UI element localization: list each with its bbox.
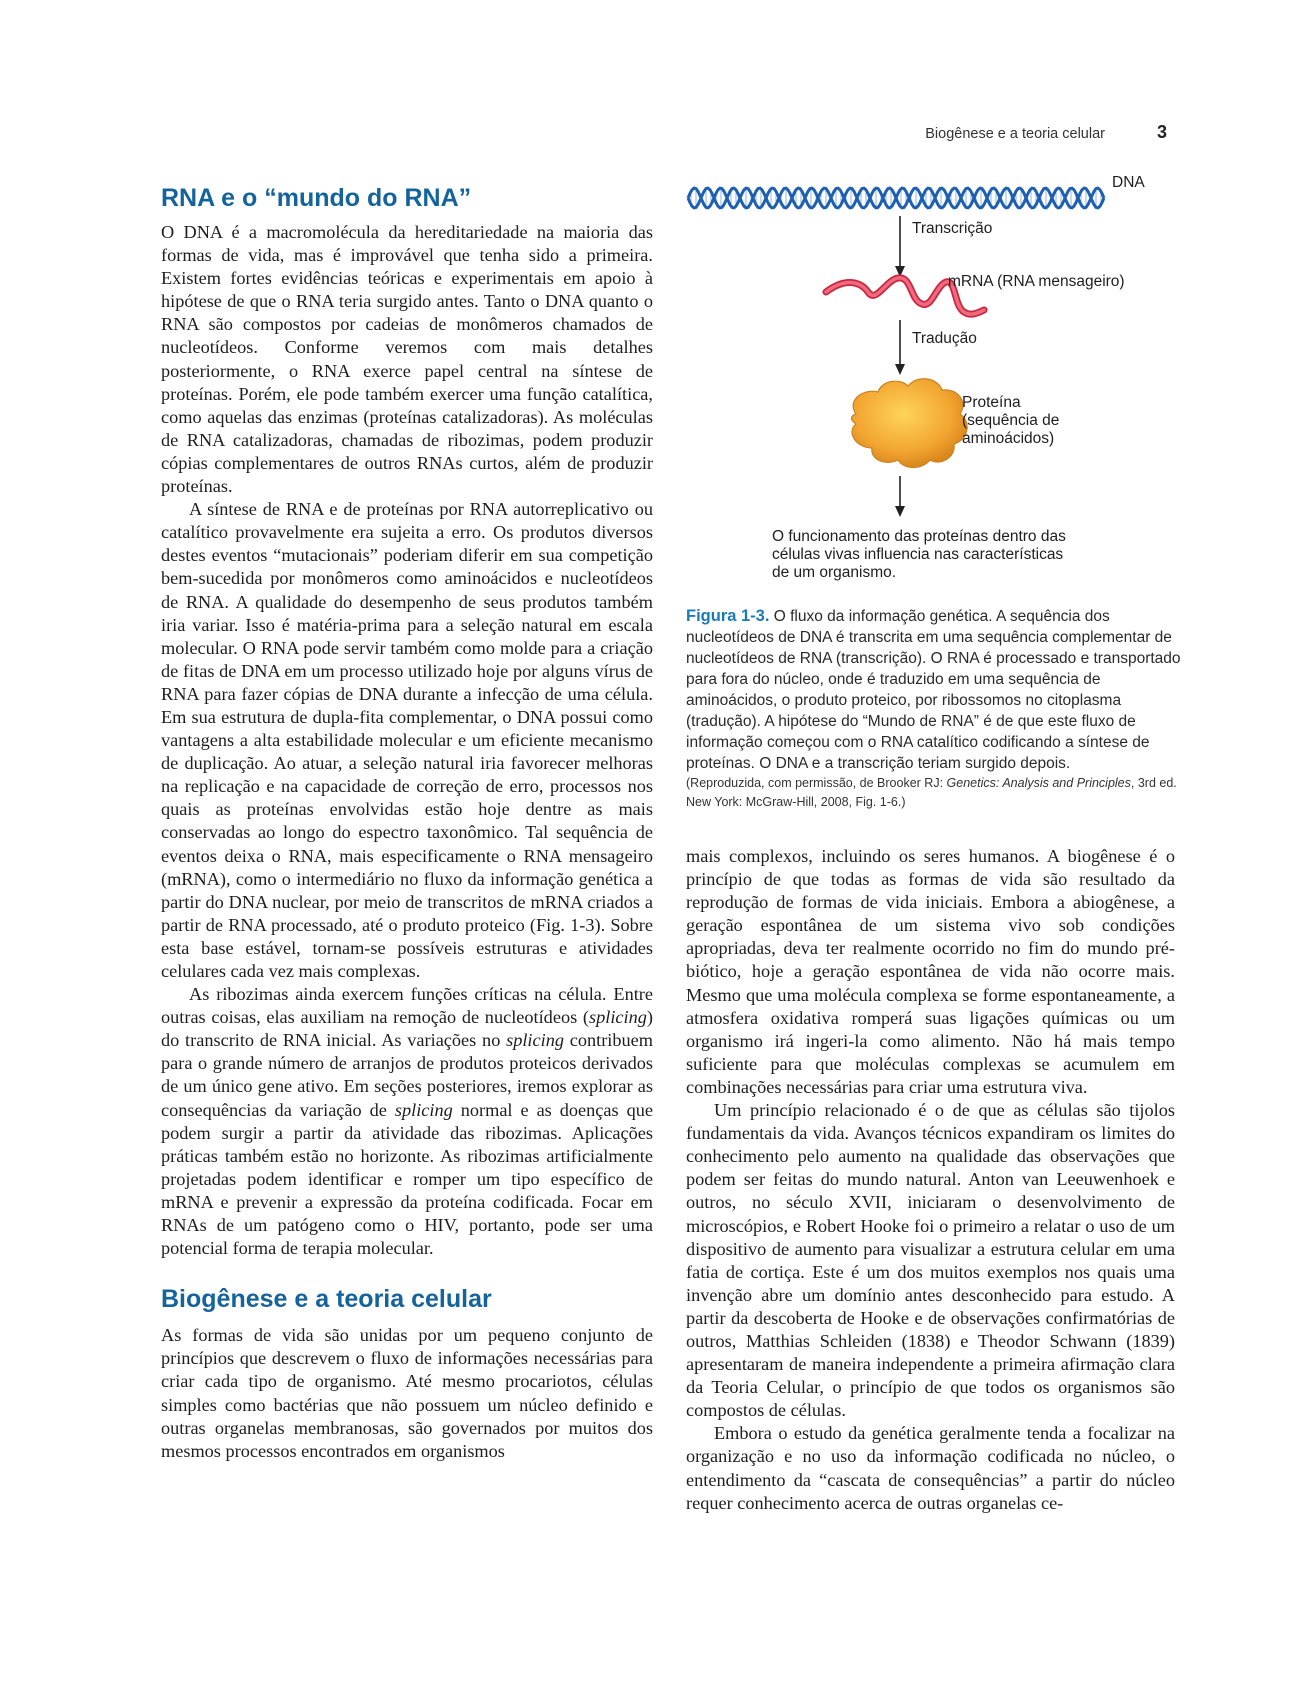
italic-term: splicing bbox=[589, 1007, 647, 1028]
figure-number: Figura 1-3. bbox=[686, 607, 770, 625]
paragraph: O DNA é a macromolécula da hereditariedade na maioria das formas de vida, mas é improvável que tenha sido a primeira. Existem fortes evidências teóricas e experimentais em apoio à hipótese de que o RNA teria surgido antes. Tanto o DNA quanto o RNA são compostos por cadeias de monômeros chamados de nucleotídeos. Conforme veremos com mais detalhes posteriormente, o RNA exerce papel central na síntese de proteínas. Porém, ele pode também exercer uma função catalítica, como aquelas das enzimas (proteínas catalizadoras). As moléculas de RNA catalizadoras, chamadas de ribozimas, podem produzir cópias complementares de outros RNAs curtos, além de produzir proteínas. bbox=[161, 222, 653, 497]
label-protein: Proteína (sequência de aminoácidos) bbox=[962, 394, 1060, 447]
label-dna: DNA bbox=[1112, 174, 1145, 191]
paragraph: Embora o estudo da genética geralmente tenda a focalizar na organização e no uso da informação codificada no núcleo, o entendimento da “cascata de consequências” a partir do núcleo requer conhecimento acerca de outras organelas ce- bbox=[686, 1423, 1175, 1513]
italic-term: splicing bbox=[394, 1099, 453, 1120]
section-heading-rna-world: RNA e o “mundo do RNA” bbox=[161, 184, 472, 212]
paragraph: mais complexos, incluindo os seres humanos. A biogênese é o princípio de que todas as formas de vida são resultado da reprodução de formas de vida iniciais. Embora a abiogênese, a geração espontânea de um sistema vivo sob condições apropriadas, deva ter realmente ocorrido no fim do mundo pré-biótico, hoje a geração espontânea de vida não ocorre mais. Mesmo que uma molécula complexa se forme espontaneamente, a atmosfera oxidativa romperá suas ligações químicas ou um organismo irá ingeri-la como alimento. Não há mais tempo suficiente para que moléculas complexas se acumulem em combinações necessárias para criar uma estrutura viva. bbox=[686, 846, 1175, 1097]
running-head: Biogênese e a teoria celular bbox=[925, 126, 1105, 142]
right-column bbox=[686, 845, 1175, 1515]
left-column bbox=[161, 183, 653, 1463]
italic-term: splicing bbox=[506, 1030, 564, 1051]
paragraph: As ribozimas ainda exercem funções críticas na célula. Entre outras coisas, elas auxiliam na remoção de nucleotídeos (splicing) do transcrito de RNA inicial. As variações no splicing contribuem para o grande número de arranjos de produtos proteicos derivados de um único gene ativo. Em seções posteriores, iremos explorar as consequências da variação de splicing normal e as doenças que podem surgir a partir da atividade das ribozimas. Aplicações práticas também estão no horizonte. As ribozimas artificialmente projetadas podem identificar e romper um tipo específico de mRNA e prevenir a expressão da proteína codificada. Focar em RNAs de um patógeno como o HIV, portanto, pode ser uma potencial forma de terapia molecular. bbox=[161, 984, 654, 1259]
protein-blob bbox=[852, 379, 968, 468]
label-translation: Tradução bbox=[912, 330, 977, 347]
label-protein-function: O funcionamento das proteínas dentro das células vivas influencia nas características de um organismo. bbox=[772, 528, 1066, 581]
label-transcription: Transcrição bbox=[912, 220, 993, 237]
dna-helix bbox=[688, 188, 1104, 208]
paragraph: As formas de vida são unidas por um pequeno conjunto de princípios que descrevem o fluxo de informações necessárias para criar cada tipo de organismo. Até mesmo procariotos, células simples como bactérias que não possuem um núcleo definido e outras organelas membranosas, são governados por muitos dos mesmos processos encontrados em organismos bbox=[161, 1325, 653, 1461]
section-heading-biogenesis: Biogênese e a teoria celular bbox=[161, 1285, 492, 1314]
function-arrow bbox=[895, 476, 905, 517]
figure-credit: (Reproduzida, com permissão, de Brooker RJ: Genetics: Analysis and Principles, 3rd ed. New York: McGraw-Hill, 2008, Fig. 1-6.) bbox=[686, 776, 1177, 809]
label-mrna: mRNA (RNA mensageiro) bbox=[948, 273, 1125, 290]
figure-1-3 bbox=[686, 174, 1182, 812]
transcription-arrow bbox=[895, 216, 905, 277]
figure-caption: Figura 1-3. O fluxo da informação genética. A sequência dos nucleotídeos de DNA é transcrita em uma sequência complementar de nucleotídeos de RNA (transcrição). O RNA é processado e transportado para fora do núcleo, onde é traduzido em uma sequência de aminoácidos, o produto proteico, por ribossomos no citoplasma (tradução). A hipótese do “Mundo de RNA” é de que este fluxo de informação começou com o RNA catalítico codificando a síntese de proteínas. O DNA e a transcrição teriam surgido depois. (Reproduzida, com permissão, de Brooker RJ: Genetics: Analysis and Principles, 3rd ed. New York: McGraw-Hill, 2008, Fig. 1-6.) bbox=[686, 606, 1182, 812]
paragraph: A síntese de RNA e de proteínas por RNA autorreplicativo ou catalítico provavelmente era sujeita a erro. Os produtos diversos destes eventos “mutacionais” poderiam diferir em sua competição bem-sucedida por monômeros como aminoácidos e nucleotídeos de RNA. A qualidade do desempenho de seus produtos também iria variar. Isso é matéria-prima para a seleção natural em escala molecular. O RNA pode servir também como molde para a criação de fitas de DNA em um processo utilizado hoje por alguns vírus de RNA para fazer cópias de DNA durante a infecção de uma célula. Em sua estrutura de dupla-fita complementar, o DNA possui como vantagens a alta estabilidade molecular e um eficiente mecanismo de duplicação. Ao atuar, a seleção natural iria favorecer melhoras na replicação e na capacidade de correção de erro, processos nos quais as proteínas envolvidas estão hoje dentre as mais conservadas ao longo do espectro taxonômico. Tal sequência de eventos deixa o RNA, mais especificamente o RNA mensageiro (mRNA), como o intermediário no fluxo da informação genética a partir do DNA nuclear, por meio de transcritos de mRNA criados a partir de RNA processado, até o produto proteico (Fig. 1-3). Sobre esta base estável, tornam-se possíveis estruturas e atividades celulares cada vez mais complexas. bbox=[161, 499, 653, 981]
translation-arrow bbox=[895, 320, 905, 375]
paragraph: Um princípio relacionado é o de que as células são tijolos fundamentais da vida. Avanços técnicos expandiram os limites do conhecimento pelo aumento na qualidade das observações que podem ser feitas do mundo natural. Anton van Leeuwenhoek e outros, no século XVII, iniciaram o desenvolvimento de microscópios, e Robert Hooke foi o primeiro a relatar o uso de um dispositivo de aumento para visualizar a estrutura celular em uma fatia de cortiça. Este é um dos muitos exemplos nos quais uma invenção abre um domínio antes desconhecido para estudo. A partir da descoberta de Hooke e de observações confirmatórias de outros, Matthias Schleiden (1838) e Theodor Schwann (1839) apresentaram de maneira independente a primeira afirmação clara da Teoria Celular, o princípio de que todos os organismos são compostos de células. bbox=[686, 1100, 1175, 1421]
page-number: 3 bbox=[1156, 122, 1167, 142]
